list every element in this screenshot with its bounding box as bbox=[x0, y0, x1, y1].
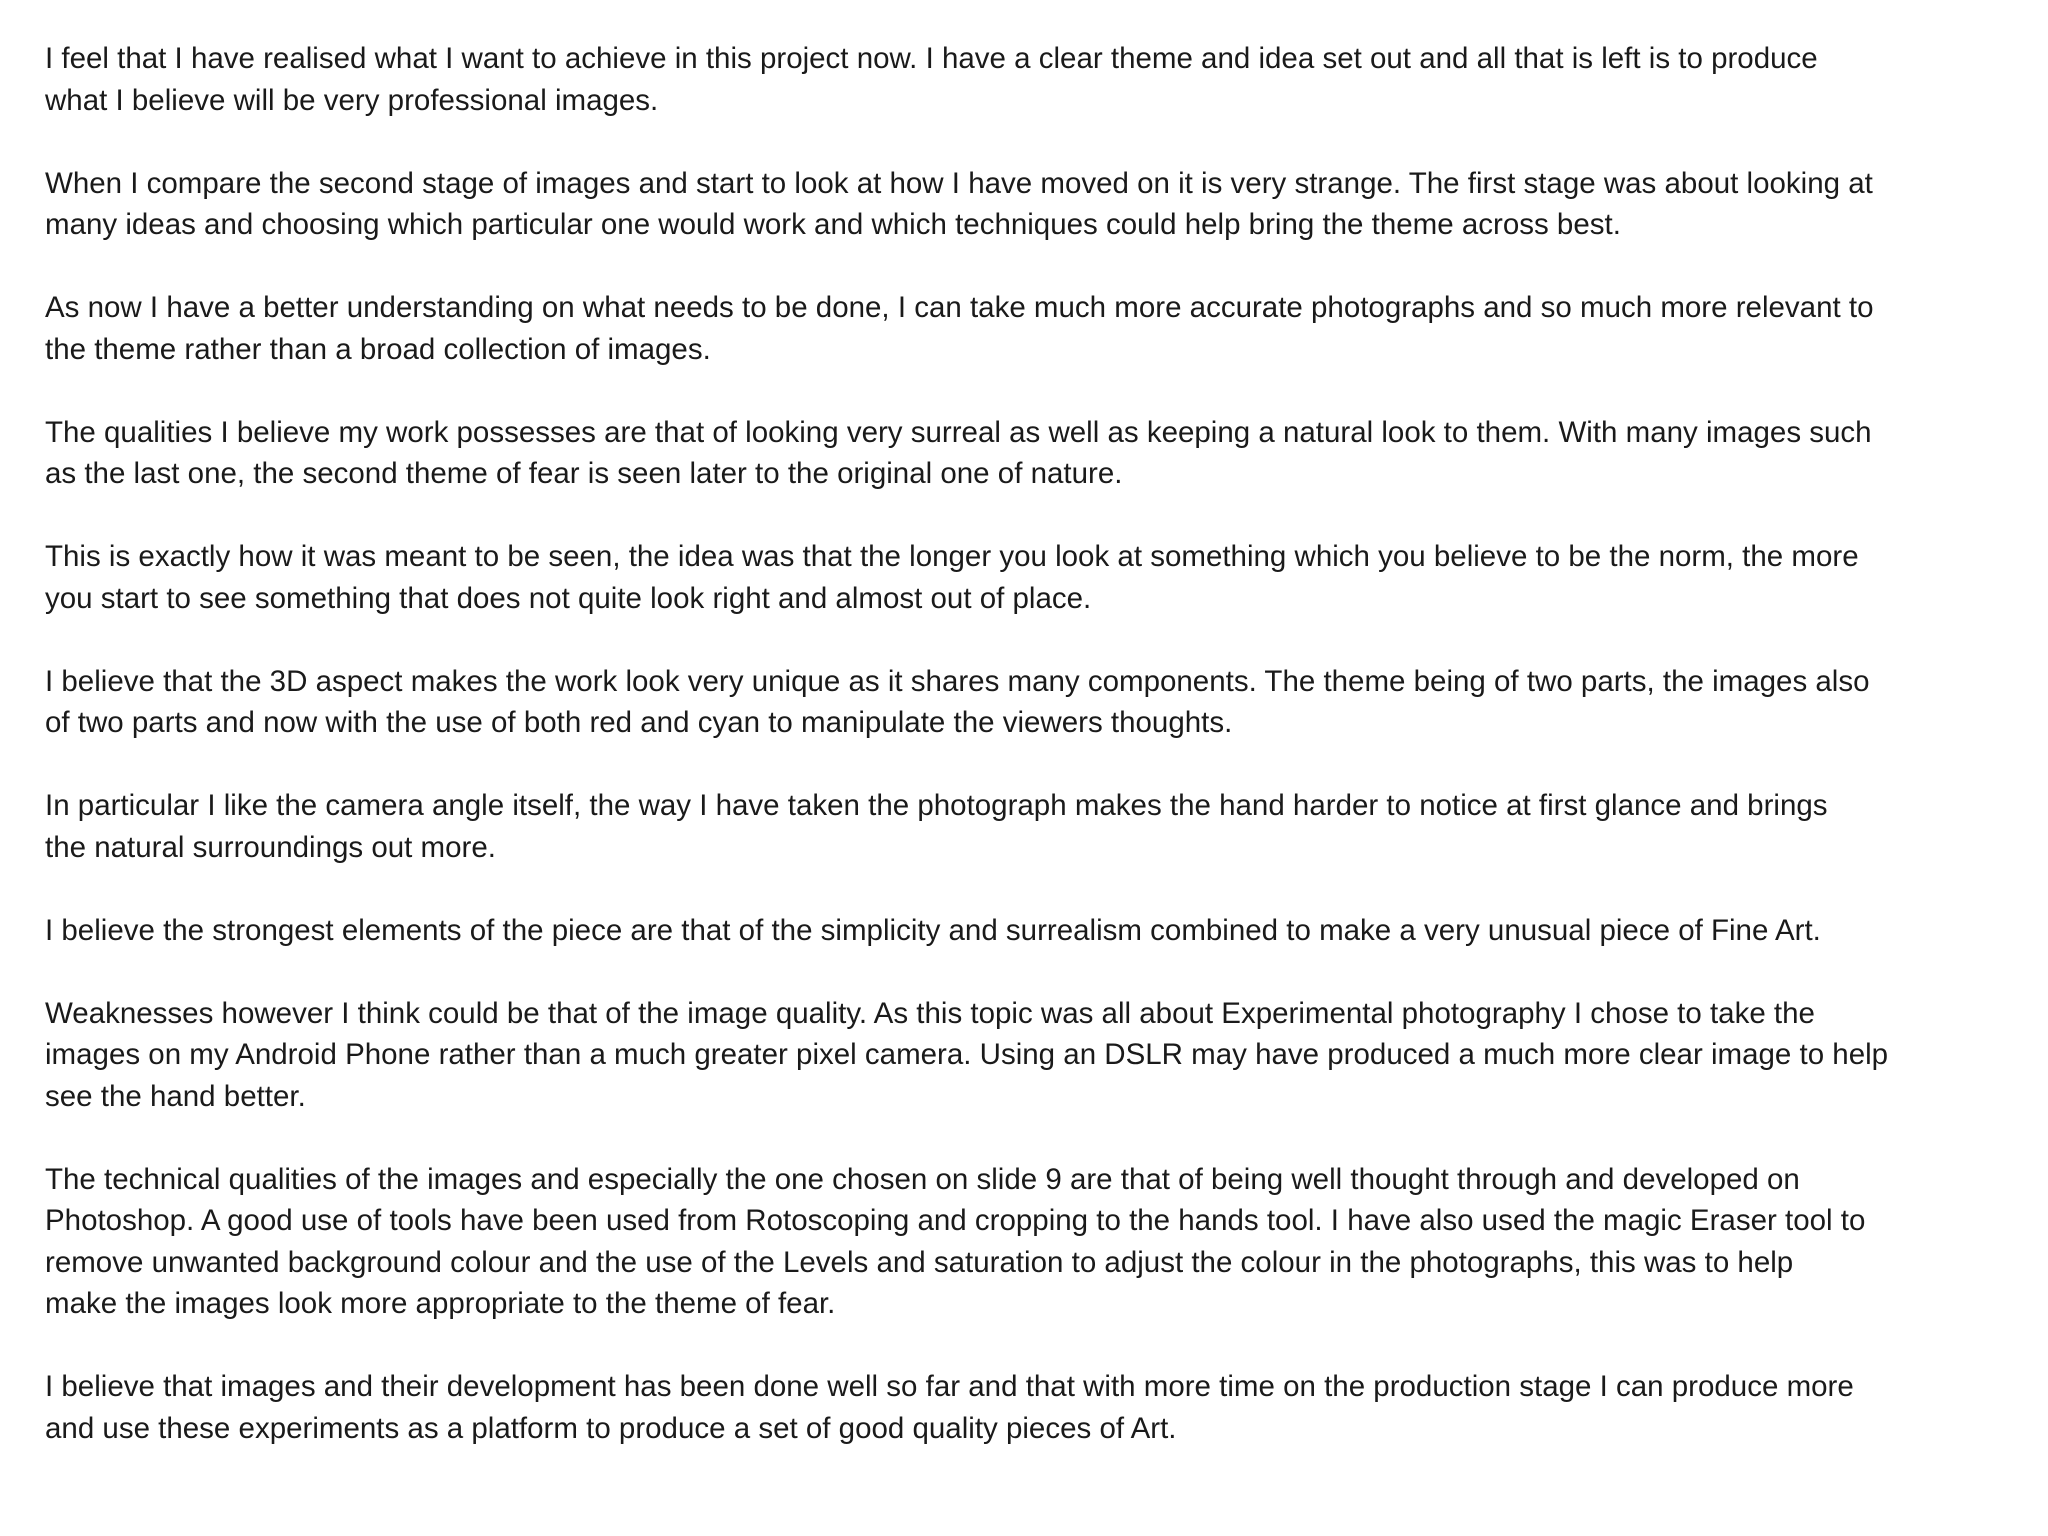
paragraph-11: I believe that images and their development has been done well so far and that with more time on the production stage I can produce more and use these experiments as a platform to produce a set of good quality pieces of Art. bbox=[45, 1370, 1854, 1445]
paragraph-10: The technical qualities of the images and especially the one chosen on slide 9 are that of being well thought through and developed on Photoshop. A good use of tools have been used from Rotoscoping and cropping to the hands tool. I have also used the magic Eraser tool to remove unwanted background colour and the use of the Levels and saturation to adjust the colour in the photographs, this was to help make the images look more appropriate to the theme of fear. bbox=[45, 1162, 1866, 1320]
paragraph-7: In particular I like the camera angle itself, the way I have taken the photograph makes the hand harder to notice at first glance and brings the natural surroundings out more. bbox=[45, 789, 1828, 864]
paragraph-9: Weaknesses however I think could be that of the image quality. As this topic was all about Experimental photography I chose to take the images on my Android Phone rather than a much greater pixel camera. Using an DSLR may have produced a much more clear image to help see the hand better. bbox=[45, 996, 1889, 1113]
paragraph-6: I believe that the 3D aspect makes the work look very unique as it shares many components. The theme being of two parts, the images also of two parts and now with the use of both red and cyan to manipulate the viewers thoughts. bbox=[45, 664, 1870, 739]
paragraph-2: When I compare the second stage of images and start to look at how I have moved on it is very strange. The first stage was about looking at many ideas and choosing which particular one would work and which techniques could help bring the theme across best. bbox=[45, 166, 1873, 241]
paragraph-1: I feel that I have realised what I want to achieve in this project now. I have a clear theme and idea set out and all that is left is to produce what I believe will be very professional images. bbox=[45, 42, 1818, 117]
paragraph-5: This is exactly how it was meant to be seen, the idea was that the longer you look at something which you believe to be the norm, the more you start to see something that does not quite look right and almost out of place. bbox=[45, 540, 1859, 615]
document-body bbox=[45, 38, 2030, 1449]
paragraph-3: As now I have a better understanding on what needs to be done, I can take much more accurate photographs and so much more relevant to the theme rather than a broad collection of images. bbox=[45, 291, 1874, 366]
paragraph-8: I believe the strongest elements of the piece are that of the simplicity and surrealism combined to make a very unusual piece of Fine Art. bbox=[45, 913, 1821, 947]
paragraph-4: The qualities I believe my work possesses are that of looking very surreal as well as keeping a natural look to them. With many images such as the last one, the second theme of fear is seen later to the original one of nature. bbox=[45, 415, 1872, 490]
